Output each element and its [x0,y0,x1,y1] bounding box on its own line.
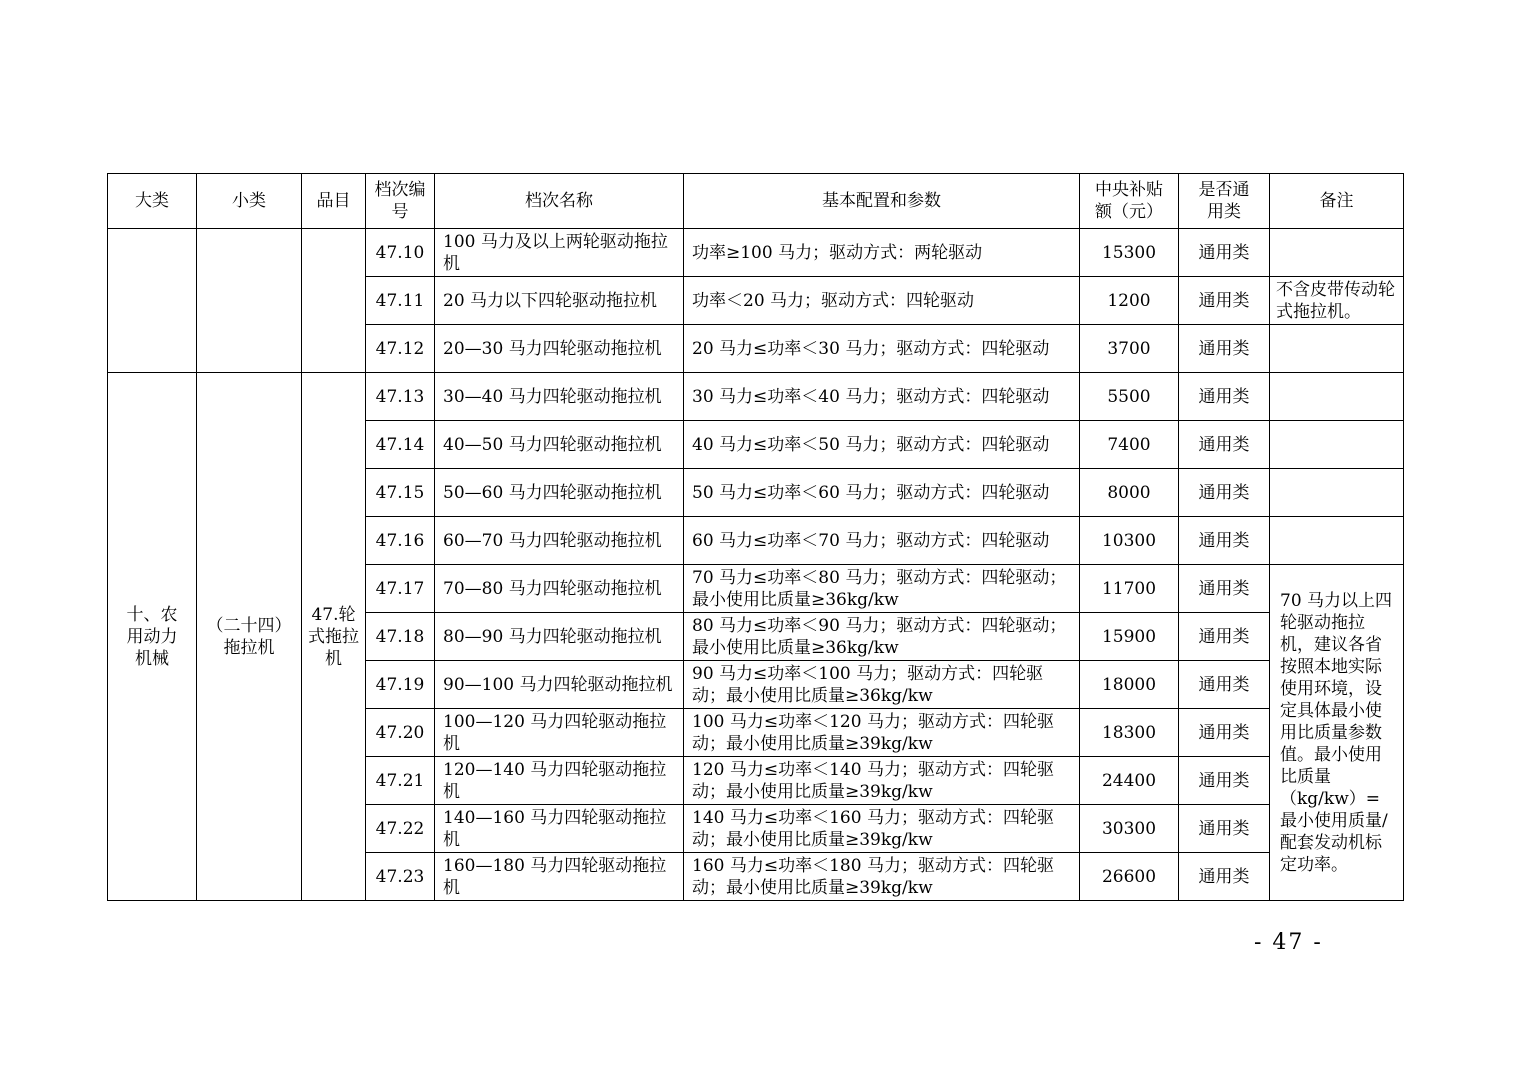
table-row [108,373,1404,421]
remark-empty [1270,325,1404,373]
config: 30 马力≤功率＜40 马力；驱动方式：四轮驱动 [684,373,1080,421]
general-type: 通用类 [1179,469,1270,517]
config: 80 马力≤功率＜90 马力；驱动方式：四轮驱动；最小使用比质量≥36kg/kw [684,613,1080,661]
subcategory-cell-empty [197,229,302,373]
config: 功率≥100 马力；驱动方式：两轮驱动 [684,229,1080,277]
grade-code: 47.14 [366,421,435,469]
grade-code: 47.23 [366,853,435,901]
general-type: 通用类 [1179,661,1270,709]
remark-empty [1270,373,1404,421]
header-subcategory: 小类 [197,174,302,229]
grade-name: 100—120 马力四轮驱动拖拉机 [435,709,684,757]
grade-name: 70—80 马力四轮驱动拖拉机 [435,565,684,613]
remark-empty [1270,469,1404,517]
config: 160 马力≤功率＜180 马力；驱动方式：四轮驱动；最小使用比质量≥39kg/kw [684,853,1080,901]
header-item: 品目 [302,174,366,229]
remark-empty [1270,421,1404,469]
subsidy: 1200 [1080,277,1179,325]
grade-code: 47.15 [366,469,435,517]
grade-name: 60—70 马力四轮驱动拖拉机 [435,517,684,565]
subsidy: 30300 [1080,805,1179,853]
subsidy: 7400 [1080,421,1179,469]
header-grade-name: 档次名称 [435,174,684,229]
header-config: 基本配置和参数 [684,174,1080,229]
header-grade-code: 档次编号 [366,174,435,229]
general-type: 通用类 [1179,517,1270,565]
item-cell: 47.轮式拖拉机 [302,373,366,901]
general-type: 通用类 [1179,805,1270,853]
grade-code: 47.18 [366,613,435,661]
grade-name: 80—90 马力四轮驱动拖拉机 [435,613,684,661]
config: 140 马力≤功率＜160 马力；驱动方式：四轮驱动；最小使用比质量≥39kg/kw [684,805,1080,853]
subsidy: 26600 [1080,853,1179,901]
general-type: 通用类 [1179,613,1270,661]
header-remark: 备注 [1270,174,1404,229]
config: 90 马力≤功率＜100 马力；驱动方式：四轮驱动；最小使用比质量≥36kg/kw [684,661,1080,709]
grade-code: 47.10 [366,229,435,277]
config: 功率＜20 马力；驱动方式：四轮驱动 [684,277,1080,325]
general-type: 通用类 [1179,709,1270,757]
general-type: 通用类 [1179,277,1270,325]
subsidy: 15900 [1080,613,1179,661]
grade-code: 47.21 [366,757,435,805]
header-category: 大类 [108,174,197,229]
category-cell-empty [108,229,197,373]
grade-name: 40—50 马力四轮驱动拖拉机 [435,421,684,469]
page-number: - 47 - [1254,930,1323,955]
grade-code: 47.11 [366,277,435,325]
subsidy: 10300 [1080,517,1179,565]
subcategory-cell: （二十四）拖拉机 [197,373,302,901]
general-type: 通用类 [1179,853,1270,901]
grade-name: 20 马力以下四轮驱动拖拉机 [435,277,684,325]
grade-name: 160—180 马力四轮驱动拖拉机 [435,853,684,901]
general-type: 通用类 [1179,229,1270,277]
grade-name: 140—160 马力四轮驱动拖拉机 [435,805,684,853]
config: 50 马力≤功率＜60 马力；驱动方式：四轮驱动 [684,469,1080,517]
subsidy-table [107,173,1404,901]
subsidy: 3700 [1080,325,1179,373]
config: 100 马力≤功率＜120 马力；驱动方式：四轮驱动；最小使用比质量≥39kg/kw [684,709,1080,757]
grade-name: 30—40 马力四轮驱动拖拉机 [435,373,684,421]
subsidy: 15300 [1080,229,1179,277]
general-type: 通用类 [1179,565,1270,613]
remark-empty [1270,517,1404,565]
grade-code: 47.19 [366,661,435,709]
category-cell: 十、农用动力机械 [108,373,197,901]
remark: 不含皮带传动轮式拖拉机。 [1270,277,1404,325]
header-row [108,174,1404,229]
subsidy: 24400 [1080,757,1179,805]
grade-code: 47.17 [366,565,435,613]
config: 20 马力≤功率＜30 马力；驱动方式：四轮驱动 [684,325,1080,373]
grade-code: 47.20 [366,709,435,757]
subsidy: 18000 [1080,661,1179,709]
subsidy: 5500 [1080,373,1179,421]
grade-code: 47.16 [366,517,435,565]
grade-name: 50—60 马力四轮驱动拖拉机 [435,469,684,517]
grade-code: 47.22 [366,805,435,853]
grade-name: 20—30 马力四轮驱动拖拉机 [435,325,684,373]
general-type: 通用类 [1179,421,1270,469]
config: 60 马力≤功率＜70 马力；驱动方式：四轮驱动 [684,517,1080,565]
subsidy: 18300 [1080,709,1179,757]
subsidy: 11700 [1080,565,1179,613]
header-general: 是否通用类 [1179,174,1270,229]
header-subsidy: 中央补贴额（元） [1080,174,1179,229]
general-type: 通用类 [1179,373,1270,421]
table-row [108,229,1404,277]
grade-code: 47.12 [366,325,435,373]
grade-name: 120—140 马力四轮驱动拖拉机 [435,757,684,805]
general-type: 通用类 [1179,757,1270,805]
config: 40 马力≤功率＜50 马力；驱动方式：四轮驱动 [684,421,1080,469]
grade-code: 47.13 [366,373,435,421]
grade-name: 100 马力及以上两轮驱动拖拉机 [435,229,684,277]
remark-empty [1270,229,1404,277]
remark: 70 马力以上四轮驱动拖拉机，建议各省按照本地实际使用环境，设定具体最小使用比质量参数值。最小使用比质量（kg/kw）=最小使用质量/配套发动机标定功率。 [1270,565,1404,901]
item-cell-empty [302,229,366,373]
config: 120 马力≤功率＜140 马力；驱动方式：四轮驱动；最小使用比质量≥39kg/kw [684,757,1080,805]
general-type: 通用类 [1179,325,1270,373]
config: 70 马力≤功率＜80 马力；驱动方式：四轮驱动；最小使用比质量≥36kg/kw [684,565,1080,613]
subsidy: 8000 [1080,469,1179,517]
grade-name: 90—100 马力四轮驱动拖拉机 [435,661,684,709]
